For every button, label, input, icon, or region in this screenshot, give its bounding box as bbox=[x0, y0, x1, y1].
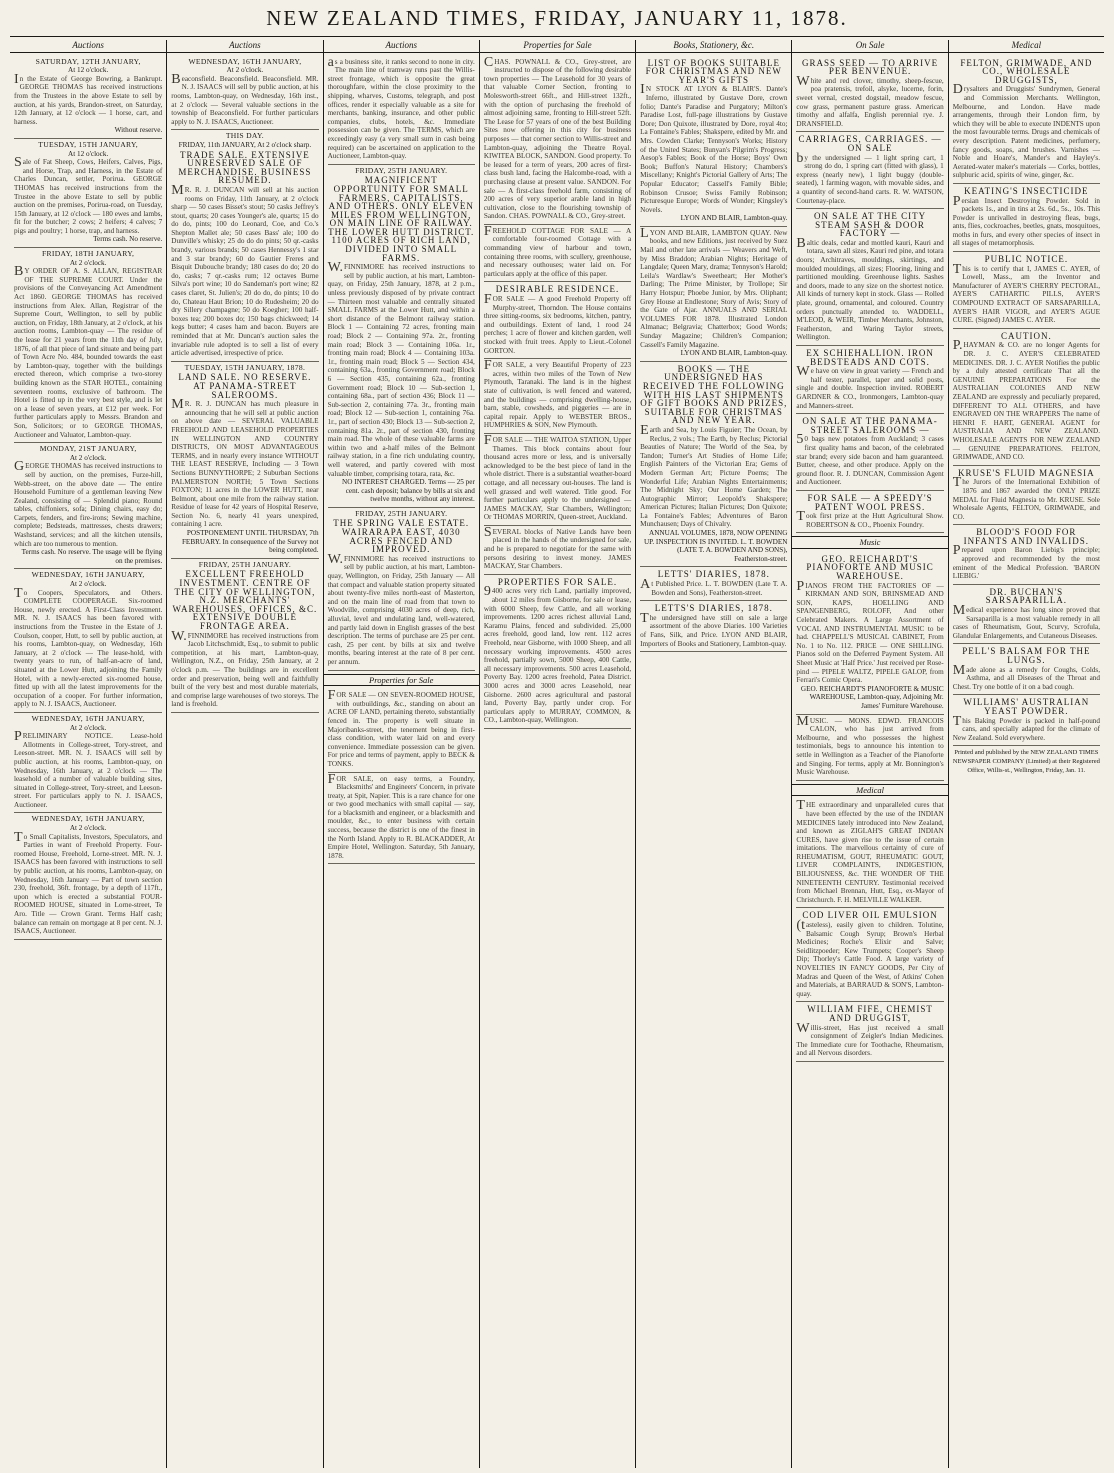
ad-signature: GEO. REICHARDT'S PIANOFORTE & MUSIC WAREHOUSE, Lambton-quay, Adjoining Mr. James' Furniture Warehouse. bbox=[800, 684, 944, 710]
ad-body: Baltic deals, cedar and mottled kauri, Kauri and totara, sawn all sizes, Kauri red pine, and totara doors; Architraves, mouldings, skirtings, and moulded mouldings, all sizes; Flooring, lining and partitioned moulding. Greenhouse lights. Sashes and doors, made to any size on the shortest notice. All kinds of turnery kept in stock. Glass — Rolled plate, ground, ornamental, and coloured. Country orders punctually attended to. WADDELL, M'LEOD, & WEIR, Timber Merchants, Johnston, Featherston, and Waring Taylor streets, Wellington. bbox=[796, 235, 944, 342]
advertisement bbox=[953, 466, 1100, 526]
advertisement bbox=[640, 362, 787, 568]
page-columns bbox=[10, 40, 1104, 1468]
ad-title: COD LIVER OIL EMULSION bbox=[802, 910, 938, 921]
ad-title: LETTS' DIARIES, 1878. bbox=[657, 569, 770, 580]
advertisement bbox=[640, 227, 787, 362]
advertisement bbox=[796, 209, 943, 346]
ad-title: KRUSE'S FLUID MAGNESIA bbox=[958, 467, 1095, 478]
ad-title: KEATING'S INSECTICIDE bbox=[964, 185, 1089, 196]
ad-body: Took first prize at the Hutt Agricultural Show. ROBERTSON & CO., Phoenix Foundry. bbox=[796, 509, 944, 529]
advertisement bbox=[328, 773, 475, 865]
ad-title: BOOKS — THE UNDERSIGNED HAS RECEIVED THE FOLLOWING WITH HIS LAST SHIPMENTS OF GIFT BOOKS AND PRIZES, SUITABLE FOR CHRISTMAS AND NEW YEAR. bbox=[640, 363, 788, 426]
column-2 bbox=[166, 40, 322, 1468]
section-heading: Auctions bbox=[10, 40, 166, 53]
ad-title: ON SALE AT THE CITY STEAM SASH & DOOR FACTORY — bbox=[813, 211, 927, 239]
ad-body: FOR SALE, on easy terms, a Foundry, Blacksmiths' and Engineers' Concern, in private treaty, at Spit, Napier. This is a rare chance for one or two good mechanics with small capital — say, for a blacksmith and engineer, or a blacksmith and moulder, &c., to enter business with certain success, because the district is one of the finest in the North Island. Apply to R. BLACKADDER, At Empire Hotel, Wellington. Saturday, 5th January, 1878. bbox=[327, 771, 475, 860]
ad-signature: Without reserve. bbox=[114, 126, 163, 135]
ad-body: At Published Price. L. T. BOWDEN (Late T. A. Bowden and Sons), Featherston-street. bbox=[640, 577, 788, 597]
ad-body: FOR SALE, a very Beautiful Property of 223 acres, within two miles of the Town of New Plymouth, Taranaki. The land is in the highest state of cultivation, is well fenced and watered, and the buildings — comprising dwelling-house, barn, stable, cowsheds, and piggeries — are in capital repair. Apply to WEBSTER BROS., HUMPHRIES & SON, New Plymouth. bbox=[483, 358, 632, 430]
ad-body: Drysalters and Druggists' Sundrymen, General and Commission Merchants. Wellington, Melbourne, and London. Have made arrangements, through their London firm, by which they will be able to execute INDENTS upon the most favourable terms. Drugs and chemicals of every description. Patent medicines, perfumery, fancy goods, soaps, and brushes. Varnishes — Noble and Hoare's, Mander's and Hayley's. Aerated-water maker's materials — Corks, bottles, sulphuric acid, spirits of wine, ginger, &c. bbox=[952, 82, 1100, 180]
section-heading: Auctions bbox=[324, 40, 479, 53]
advertisement bbox=[14, 248, 162, 443]
ad-title: LIST OF BOOKS SUITABLE FOR CHRISTMAS AND NEW YEAR'S GIFTS bbox=[645, 57, 782, 85]
ad-title: EXCELLENT FREEHOLD INVESTMENT. CENTRE OF THE CITY OF WELLINGTON, N.Z. MERCHANTS' WAREHOUSES, OFFICES, &C. EXTENSIVE DOUBLE FRONTAGE AREA. bbox=[172, 569, 318, 631]
advertisement bbox=[328, 689, 475, 772]
advertisement bbox=[14, 56, 162, 139]
ad-title: CAUTION. bbox=[1000, 330, 1052, 341]
column-1 bbox=[10, 40, 166, 1468]
advertisement bbox=[796, 132, 943, 209]
section-heading: Music bbox=[792, 536, 947, 549]
ad-date-heading: FRIDAY, 25TH JANUARY. bbox=[198, 559, 292, 569]
ad-time: At 2 o'clock. bbox=[69, 824, 107, 833]
advertisement bbox=[953, 585, 1100, 645]
ad-title: FOR SALE — A SPEEDY'S PATENT WOOL PRESS. bbox=[807, 492, 933, 512]
ad-date-heading: WEDNESDAY, 16TH JANUARY, bbox=[31, 713, 145, 723]
ad-body: SEVERAL blocks of Native Lands have been placed in the hands of the undersigned for sale, and he is prepared to negotiate for the same with persons desiring to invest money. JAMES MACKAY, Star Chambers. bbox=[483, 524, 632, 571]
ad-time: At 2 o'clock. bbox=[226, 66, 264, 75]
ad-body: Medical experience has long since proved that Sarsaparilla is a most valuable remedy in all cases of Rheumatism, Gout, Scurvy, Scrofula, Glandular Enlargements, and Cutaneous Diseases. bbox=[952, 603, 1100, 640]
advertisement bbox=[796, 414, 943, 491]
advertisement bbox=[796, 715, 943, 781]
ad-date-heading: SATURDAY, 12TH JANUARY, bbox=[35, 56, 141, 66]
advertisement bbox=[953, 644, 1100, 695]
ad-body: Willis-street, Has just received a small consignment of Zeigler's Indian Medicines. The Immediate cure for Toothache, Rheumatism, and all Nervous disorders. bbox=[796, 1020, 944, 1058]
ad-body: The Jurors of the International Exhibition of 1876 and 1867 awarded the ONLY PRIZE MEDAL for Fluid Magnesia to Mr. KRUSE. Sole Wholesale Agents, FELTON, GRIMWADE, and CO. bbox=[952, 475, 1100, 521]
section-heading: On Sale bbox=[792, 40, 947, 53]
ad-title: MAGNIFICENT OPPORTUNITY FOR SMALL FARMERS, CAPITALISTS, AND OTHERS. ONLY ELEVEN MILES FROM WELLINGTON, ON MAIN LINE OF RAILWAY. THE LOWER HUTT DISTRICT. 1100 ACRES OF RICH LAND, DIVIDED INTO SMALL FARMS. bbox=[328, 175, 475, 263]
ad-title: ON SALE AT THE PANAMA-STREET SALEROOMS — bbox=[802, 416, 938, 435]
advertisement bbox=[14, 139, 162, 248]
advertisement bbox=[796, 552, 943, 715]
ad-body: IN STOCK AT LYON & BLAIR'S. Dante's Inferno, illustrated by Gustave Dore, crown folio; Dante's Paradise and Purgatory; Milton's Paradise Lost, full-page illustrations by Gustave Dore; Don Quixote, illustrated by Dore, royal 4to; La Fontaine's Fables; Shakspere, edited by Mr. and Mrs. Cowden Clarke; Tennyson's Works; History of the United States; Bunyan's Pilgrim's Progress; Aesop's Fables; Book of the Horse; Boys' Own Book; Buffon's Natural History; Chambers's Miscellany; Knight's Pictorial Gallery of Arts; The Popular Educator; Cassell's Family Bible; Robinson Crusoe; Swiss Family Robinson; Picturesque Europe; Words of Wonder; Kingsley's Novels. bbox=[640, 82, 788, 214]
ad-title: FELTON, GRIMWADE, AND CO., WHOLESALE DRUGGISTS, bbox=[960, 57, 1093, 85]
advertisement bbox=[484, 359, 631, 434]
ad-body: Sale of Fat Sheep, Cows, Heifers, Calves, Pigs, and Horse, Trap, and Harness, in the Estate of Charles Duncan, settler, Porirua. GEORGE THOMAS has received instructions from the Trustee in the above Estate to sell by public auction on the premises, Porirua-road, on Tuesday, 15th January, at 12 o'clock — 180 ewes and lambs, fit for the butcher; 2 cows; 2 heifers; 4 calves; 7 pigs and poultry; 1 horse, trap, and harness. bbox=[14, 155, 163, 235]
advertisement bbox=[796, 1002, 943, 1062]
ad-body: This Baking Powder is packed in half-pound cans, and specially adapted for the climate of New Zealand. Sold everywhere. bbox=[952, 713, 1100, 742]
ad-body: This is to certify that I, JAMES C. AYER, of Lowell, Mass., am the Inventor and Manufacturer of AYER'S CHERRY PECTORAL, AYER'S CATHARTIC PILLS, AYER'S COMPOUND EXTRACT OF SARSAPARILLA, AYER'S HAIR VIGOR, and AYER'S AGUE CURE. (Signed) JAMES C. AYER. bbox=[952, 261, 1100, 325]
ad-signature: Terms cash. No reserve. bbox=[93, 235, 163, 244]
column-7 bbox=[948, 40, 1104, 1468]
ad-date-heading: WEDNESDAY, 16TH JANUARY, bbox=[31, 570, 145, 580]
ad-body: Made alone as a remedy for Coughs, Colds, Asthma, and all Diseases of the Throat and Chest. Try one bottle of it on a bad cough. bbox=[952, 662, 1100, 691]
ad-time: At 12 o'clock. bbox=[68, 149, 109, 158]
ad-body: MR. R. J. DUNCAN will sell at his auction rooms on Friday, 11th January, at 2 o'clock sharp — 50 cases Bisset's stout; 50 casks Jeffrey's stout, quarts; 20 cases Younger's ale, quarts; 15 do do do, pints; 100 do Leonard, Coe, and Co.'s Shepton Mallet ale; 50 cases Bass' ale; 100 do Dunville's whisky; 25 do do do pints; 50 qr.-casks brandy, various brands; 50 cases Hennessy's 1 star and 3 star brandy; 60 do Gautier Freres and Bisquit Dubouche brandy; 180 cases do do; 20 do do, casks; 7 qr.-casks rum; 12 octaves Burne Silva's port wine; 10 do Sandeman's port wine; 82 cases claret, St. Julien's; 20 do do, do pints; 10 do do, Chateau Haut Brion; 10 do Rudesheim; 20 do dry Sillery champagne; 50 do Koegher; 100 half-boxes tea; 200 boxes do; 150 bags chickweed; 14 kegs butter; 4 cases ham and bacon. Buyers are reminded that at Mr. Duncan's auction sales the invariable rule adopted is to sell a list of every article advertised, irrespective of price. bbox=[171, 182, 319, 358]
ad-body: FOR SALE — ON SEVEN-ROOMED HOUSE, with outbuildings, &c., standing on about an ACRE OF LAND, pertaining thereto, substantially fenced in. The property is well situate in Majoribanks-street, the tenement being in first-class condition, with water laid on and every convenience. Immediate possession can be given. For price and terms of payment, apply to BECK & TONKS. bbox=[327, 688, 475, 768]
ad-body: W.FINNIMORE has received instructions to sell by public auction, at his mart, Lambton-quay, on Friday, 25th January, 1878, at 2 p.m., unless previously disposed of by private contract — Thirteen most valuable and centrally situated SMALL FARMS at the Lower Hutt, and within a short distance of the Belmont railway station. Block 1 — Containing 72 acres, fronting main road; Block 2 — Containing 97a. 2r., fronting main road; Block 3 — Containing 106a. 1r., fronting main road; Block 4 — Containing 103a. 1r., fronting main road; Block 5 — Section 434, containing 63a., fronting Government road; Block 6 — Section 435, containing 62a., fronting Government road; Block 10 — Sub-section 1, containing 68a., part of section 436; Block 11 — Sub-section 2, containing 77a. 3r., fronting main road; Block 12 — Sub-section 1, containing 76a. 1r., part of section 430; Block 13 — Sub-section 2, containing 81a. 2r., part of section 430, fronting main road. The whole of these valuable farms are within two and a-half miles of the Belmont railway station, in a fine rich undulating country, well watered, and partly covered with most valuable timber, comprising totara, rata, &c. bbox=[327, 260, 475, 478]
advertisement bbox=[484, 56, 631, 225]
ad-body: W.FINNIMORE has received instructions from Jacob Litchschmidt, Esq., to submit to public competition, at his mart, Lambton-quay, Wellington, N.Z., on Friday, 25th January, at 2 o'clock p.m. — The buildings are in excellent order and preservation, being well and faithfully built of the very best and most durable materials, and comprise large warehouses of two storeys. The land is freehold. bbox=[171, 628, 319, 709]
advertisement bbox=[796, 56, 943, 133]
section-heading: Auctions bbox=[167, 40, 322, 53]
ad-body: FOR SALE — A good Freehold Property off Murphy-street, Thorndon. The House contains three sitting-rooms, six bedrooms, kitchen, pantry, and outbuildings. Extent of land, 1 rood 24 perches; 1 acre of flower and kitchen garden, well stocked with fruit trees. Apply to Lieut.-Colonel GORTON. bbox=[483, 292, 632, 355]
advertisement bbox=[14, 713, 162, 814]
ad-signature: Terms cash. No reserve. The usage will be flying on the premises. bbox=[21, 548, 163, 565]
ad-body: MR. R. J. DUNCAN has much pleasure in announcing that he will sell at public auction on above date — SEVERAL VALUABLE FREEHOLD AND LEASEHOLD PROPERTIES IN WELLINGTON AND COUNTRY DISTRICTS, ON MOST ADVANTAGEOUS TERMS, and in nearly every instance WITHOUT THE LEAST RESERVE, Including — 3 Town Sections BUNNYTHORPE; 2 Suburban Sections PALMERSTON NORTH; 5 Town Sections FOXTON; 11 acres in the LOWER HUTT, near Belmont, about one mile from the railway station. Residue of lease for 42 years of Hospital Reserve, Section No. 6, nearly 41 years unexpired, containing 1 acre. bbox=[171, 397, 319, 529]
advertisement bbox=[484, 575, 631, 729]
ad-body: FOR SALE — THE WAITOA STATION, Upper Thames. This block contains about four thousand acres more or less, and is universally acknowledged to be the best piece of land in the whole district. There is a substantial weather-board cottage, and all necessary out-houses. The land is well grassed and well watered. Title good. For further particulars apply to the undersigned — JAMES MACKAY, Star Chambers, Wellington; Or THOMAS MORRIN, Queen-street, Auckland. bbox=[483, 432, 632, 522]
ad-time: At 2 o'clock. bbox=[69, 580, 107, 589]
ad-body: FREEHOLD COTTAGE FOR SALE — A comfortable four-roomed Cottage with a commanding view of harbour and town, containing three rooms, with scullery, greenhouse, and necessary outhouses; water laid on. For particulars apply at the office of this paper. bbox=[483, 223, 632, 278]
ad-title: WILLIAMS' AUSTRALIAN YEAST POWDER. bbox=[963, 697, 1090, 716]
ad-body: PRELIMINARY NOTICE. Lease-hold Allotments in College-street, Tory-street, and Leeson-street. MR. N. J. ISAACS will sell by public auction, at his rooms, Lambton-quay, on Wednesday, 16th January, at 2 o'clock — The leasehold of a number of valuable building sites, situated in College-street, Tory-street, and Leeson-street. For particulars apply to N. J. ISAACS, Auctioneer. bbox=[14, 729, 163, 809]
advertisement bbox=[484, 526, 631, 575]
ad-date-heading: MONDAY, 21ST JANUARY, bbox=[39, 444, 137, 454]
ad-signature: NO INTEREST CHARGED. Terms — 25 per cent. cash deposit; balance by bills at six and twelve months, without any interest. bbox=[342, 478, 475, 504]
ad-title: TRADE SALE. EXTENSIVE UNRESERVED SALE OF MERCHANDISE. BUSINESS RESUMED. bbox=[178, 149, 312, 186]
section-heading: Properties for Sale bbox=[480, 40, 635, 53]
ad-signature: LYON AND BLAIR, Lambton-quay. bbox=[680, 349, 788, 358]
ad-title: PUBLIC NOTICE. bbox=[984, 254, 1069, 265]
advertisement bbox=[796, 799, 943, 908]
section-heading: Books, Stationery, &c. bbox=[636, 40, 791, 53]
ad-body: White and red clover, timothy, sheep-fescue, poa pratensis, trefoil, alsyke, lucerne, forin, sweet vernal, crested dogstail, meadow fescue, cow grass, permanent pasture grass. American timothy and alfalfa, English perennial rye. J. DRANSFIELD. bbox=[796, 73, 944, 128]
ad-signature: ANNUAL VOLUMES, 1878, NOW OPENING UP. INSPECTION IS INVITED. L. T. BOWDEN (LATE T. A. BOWDEN AND SONS), Featherston-street. bbox=[643, 529, 788, 563]
column-5 bbox=[635, 40, 791, 1468]
column-6 bbox=[791, 40, 947, 1468]
advertisement bbox=[171, 130, 318, 361]
ad-body: GEORGE THOMAS has received instructions to sell by auction, on the premises, Furze-hill, Webb-street, on the above date — The entire Household Furniture of a gentleman leaving New Zealand, consisting of — Splendid piano; Round tables, chiffoniers, sofa; Dining chairs, easy do; Carpets, fenders, and fire-irons; Sewing machine, complete; Bedsteads, mattresses, chests drawers; Washstand, services; and all the kitchen utensils, which are too numerous to mention. bbox=[14, 459, 163, 548]
ad-title: PROPERTIES FOR SALE. bbox=[497, 576, 618, 587]
advertisement bbox=[796, 908, 943, 1002]
ad-title: CARRIAGES, CARRIAGES. — ON SALE bbox=[798, 134, 942, 153]
ad-date-heading: FRIDAY, 18TH JANUARY, bbox=[42, 249, 135, 259]
ad-body: THE extraordinary and unparalleled cures that have been effected by the use of the INDIAN MEDICINES lately introduced into New Zealand, and known as ZIGLAH'S GREAT INDIAN CURES, have given rise to the issue of certain imitations. The marvellous certainty of cure of RHEUMATISM, GOUT, RHEUMATIC GOUT, LIVER COMPLAINTS, INDIGESTION, BILIOUSNESS, &c. THE WONDER OF THE NINETEENTH CENTURY. Testimonial received from Michael Brennan, Hutt, Esq., ex-Mayor of Christchurch. F. H. MELVILLE WALKER. bbox=[796, 798, 944, 904]
ad-title: BLOOD'S FOOD FOR INFANTS AND INVALIDS. bbox=[963, 527, 1090, 546]
column-3 bbox=[323, 40, 479, 1468]
ad-body: Persian Insect Destroying Powder. Sold in packets 1s., and in tins at 2s. 6d., 5s., 10s. This Powder is unrivalled in destroying fleas, bugs, ants, flies, cockroaches, beetles, gnats, mosquitoes, moths in furs, and every other species of insect in all stages of metamorphosis. bbox=[952, 193, 1100, 248]
ad-body: by the undersigned — 1 light spring cart, 1 strong do do, 1 spring cart (fitted with glass), 1 express (nearly new), 1 light buggy (double-seated), 1 farming wagon, with movable sides, and a quantity of second-hand carts. R. W. WATSON, Courtenay-place. bbox=[796, 150, 944, 205]
advertisement bbox=[484, 225, 631, 283]
advertisement bbox=[171, 559, 318, 713]
ad-body: 9400 acres very rich Land, partially improved, about 12 miles from Gisborne, for sale or lease, with 6000 Sheep, few Cattle, and all working improvements. 1200 acres richest alluvial Land, Karamu Plains, fenced and subdivided. 25,000 acres freehold, good land, low rent. 112 acres Freehold, near Gisborne, with 1000 Sheep, and all necessary working improvements. 4500 acres freehold, partially sown, 5000 Sheep, 400 Cattle, all necessary improvements. 500 acres Leasehold, Poverty Bay. 1200 acres freehold, Patea District. 3000 acres and 3000 acres Leasehold, near Gisborne. 2600 acres agricultural and pastoral land, Poverty Bay, partly under crop. For particulars apply to MURRAY, COMMON, & CO., Lambton-quay, Wellington. bbox=[483, 584, 632, 725]
ad-time: At 2 o'clock. bbox=[69, 723, 107, 732]
ad-body: 50 bags new potatoes from Auckland; 3 cases first quality hams and bacon, of the celebrated star brand; every side bacon and ham guaranteed. Butter, cheese, and other produce. Apply on the ground floor. R. J. DUNCAN, Commission Agent and Auctioneer. bbox=[796, 432, 944, 487]
ad-body: MUSIC. — MONS. EDWD. FRANCOIS CALON, who has just arrived from Melbourne, and who possesses the highest testimonials, begs to announce his intention to settle in Wellington as a Teacher of the Pianoforte and Singing. For terms, apply at Mr. Bonnington's Music Warehouse. bbox=[796, 713, 944, 777]
ad-signature: POSTPONEMENT UNTIL THURSDAY, 7th FEBRUARY. In consequence of the Survey not being completed. bbox=[181, 529, 319, 555]
advertisement bbox=[796, 346, 943, 414]
advertisement bbox=[14, 443, 162, 569]
ad-time: At 2 o'clock. bbox=[69, 453, 107, 462]
masthead-rule bbox=[10, 36, 1104, 37]
advertisement bbox=[953, 56, 1100, 184]
ad-body: W.FINNIMORE has received instructions to sell by public auction, at his mart, Lambton-quay, Wellington, on Friday, 25th January — All that compact and valuable station property situated about twenty-five miles north-east of Masterton, and on the main line of road from that town to Woodville, comprising 4030 acres of deep, rich, alluvial, level and undulating land, well-watered, and partly laid down in English grasses of the best description. The terms of purchase are 25 per cent. cash, 25 per cent. by bills at six and twelve months, bearing interest at the rate of 8 per cent. per annum. bbox=[327, 551, 475, 666]
printer-imprint: Printed and published by the NEW ZEALAND TIMES NEWSPAPER COMPANY (Limited) at their Registered Office, Willis-st., Wellington, Friday, Jan. 11. bbox=[952, 749, 1100, 774]
advertisement bbox=[484, 282, 631, 359]
ad-title: LAND SALE. NO RESERVE. AT PANAMA-STREET SALEROOMS. bbox=[178, 372, 312, 400]
ad-title: GEO. REICHARDT'S PIANOFORTE AND MUSIC WAREHOUSE. bbox=[806, 553, 934, 582]
ad-body: To Small Capitalists, Investors, Speculators, and Parties in want of Freehold Property. Four-roomed House, Freehold, Lorne-street. MR. N. J. ISAACS has been favored with instructions to sell by public auction, at his rooms, Lambton-quay, on Wednesday, 16th January — Part of town section 230, freehold, 36ft. frontage, by a depth of 117ft., upon which is erected a substantial FOUR-ROOMED HOUSE, situated in Lorne-street, Te Aro. Title — Crown Grant. Terms Half cash; balance can remain on mortgage at 8 per cent. N. J. ISAACS, Auctioneer. bbox=[14, 829, 163, 936]
section-heading: Medical bbox=[792, 784, 947, 797]
ad-body: PIANOS FROM THE FACTORIES OF — KIRKMAN AND SON, BRINSMEAD AND SON, KAPS, HOELLING AND SPANGENBERG, ROLOFF, And other Celebrated Makers. A Large Assortment of VOCAL AND INSTRUMENTAL MUSIC to be had. CHAPPELL'S MUSICAL CABINET, From No. 1 to No. 112. PRICE — ONE SHILLING. Pianos sold on the Deferred Payment System. All Sheet Music at 'Half Price.' Just received per Rose-pind — PIPELE WALTZ, PIPELE GALOP, from Ferrari's Comic Opera. bbox=[796, 578, 944, 685]
ad-body: In the Estate of George Bowring, a Bankrupt. GEORGE THOMAS has received instructions from the Trustees in the above Estate to sell by auction, at his yards, Brandon-street, on Saturday, 12th January, at 12 o'clock — 1 horse, cart, and harness. bbox=[14, 71, 163, 126]
ad-signature: LYON AND BLAIR, Lambton-quay. bbox=[680, 214, 788, 223]
advertisement bbox=[484, 434, 631, 526]
ad-title: WILLIAM FIFE, CHEMIST AND DRUGGIST, bbox=[807, 1004, 933, 1023]
ad-title: PELL'S BALSAM FOR THE LUNGS. bbox=[962, 646, 1091, 665]
ad-body: as a business site, it ranks second to none in city. The main line of tramway runs past the Willis-street frontage, which is opposite the great thoroughfare, within the close proximity to the shipping, wharves, Customs, telegraph, and post offices, render it especially valuable as a site for merchants, banking, insurance, and other public companies, clubs, hotels, &c. Immediate possession can be given. The TERMS, which are exceedingly easy (a very small sum in cash being required) can be ascertained on application to the Auctioneer, Lambton-quay. bbox=[327, 54, 475, 161]
advertisement bbox=[953, 525, 1100, 585]
ad-time: At 2 o'clock. bbox=[69, 258, 107, 267]
ad-title: GRASS SEED — TO ARRIVE PER BENVENUE. bbox=[801, 57, 939, 77]
advertisement bbox=[640, 601, 787, 652]
advertisement bbox=[171, 362, 318, 559]
ad-body: The undersigned have still on sale a large assortment of the above Diaries. 100 Varieties of Fans, Silk, and Price. LYON AND BLAIR, Importers of Books and Stationery, Lambton-quay. bbox=[640, 610, 788, 648]
ad-time: At 12 o'clock. bbox=[68, 66, 109, 75]
advertisement bbox=[328, 508, 475, 671]
column-4 bbox=[479, 40, 635, 1468]
ad-body: To Coopers, Speculators, and Others. COMPLETE COOPERAGE. Six-roomed House, newly erected. A First-Class Investment. MR. N. J. ISAACS has been favored with instructions from the Trustee in the Estate of J. Coulson, cooper, Hutt, to sell by public auction, at his rooms, Lambton-quay, on Wednesday, 16th January, at 2 o'clock — The lease-hold, with twenty years to run, of half-an-acre of land, situated at the Lower Hutt, adjoining the Family Hotel, with a newly-erected six-roomed house, fitted up with all the latest improvements for the occupation of a cooper. For further information, apply to N. J. ISAACS, Auctioneer. bbox=[14, 585, 163, 709]
advertisement bbox=[953, 252, 1100, 329]
ad-date-heading: TUESDAY, 15TH JANUARY, 1878. bbox=[184, 362, 306, 372]
section-heading: Properties for Sale bbox=[324, 674, 479, 687]
ad-title: LETTS'S DIARIES, 1878. bbox=[654, 603, 773, 614]
ad-date-heading: WEDNESDAY, 16TH JANUARY, bbox=[188, 56, 302, 66]
ad-body: (tasteless), easily given to children. Tolutine, Balsamic Cough Syrup; Brown's Herbal Medicines; Roche's Elixir and Salve; Seidlitzpoeder; Kew Trumpets; Cooper's Sheep Dip; Thorley's Cattle Food. A large variety of NOVELTIES IN FANCY GOODS, Per City of Madras and Queen of the West, of Atkins' Cohen and Materials, at BARRAUD & SON'S, Lambton-quay. bbox=[796, 918, 944, 998]
ad-body: BY ORDER OF A. S. ALLAN, REGISTRAR OF THE SUPREME COURT. Under the provisions of the Conveyancing Act Amendment Act 1860. GEORGE THOMAS has received instructions from Alex. Allan, Registrar of the Supreme Court, Wellington, to sell by public auction, on Friday, 18th January, at 2 o'clock, at his auction rooms, Lambton-quay — The residue of the lease for 21 years from the 11th day of July, 1876, of all that piece of land situate and being part of Town Acre No. 484, bounded towards the east by Lambton-quay, together with the buildings erected thereon, which comprise a two-storey building known as the STAR HOTEL, containing seventeen rooms, exclusive of bathroom. The Hotel is fitted up in the very best style, and is let on a lease of seven years, at £12 per week. For further particulars apply to Messrs. Brandon and Son, Solicitors; or to GEORGE THOMAS, Auctioneer and Valuator, Lambton-quay. bbox=[14, 264, 163, 439]
advertisement bbox=[14, 813, 162, 939]
ad-time: FRIDAY, 11th JANUARY, At 2 o'clock sharp. bbox=[178, 140, 312, 149]
advertisement bbox=[953, 695, 1100, 746]
ad-date-heading: TUESDAY, 15TH JANUARY, bbox=[38, 139, 138, 149]
ad-date-heading: THIS DAY. bbox=[225, 131, 264, 141]
ad-body: Prepared upon Baron Liebig's principle; approved and recommended by the most eminent of the Medical Profession. 'BARON LIEBIG.' bbox=[952, 543, 1100, 581]
advertisement bbox=[640, 56, 787, 227]
ad-date-heading: FRIDAY, 25TH JANUARY. bbox=[355, 165, 448, 175]
ad-body: LYON AND BLAIR, LAMBTON QUAY. New books, and new Editions, just received by Suez Mail and other late arrivals — Weavers and Weft, by Miss Braddon; Arabian Nights; Heritage of Langdale; Queen Mary, drama; Tennyson's Harold; Leila's Wardlaw's Sweetheart; Her Mother's Darling; The Prime Minister, by Trollope; Sir Harry Hotspur; Phoebe Junior, by Mrs. Oliphant; Grey House at Endlestone; Story of Avis; Story of the Gate of Ajar. ANNUALS AND SERIAL VOLUMES FOR 1878. Illustrated London Almanac; Belgravia; Chatterbox; Good Words; Sunday Magazine; Children's Companion; Cassell's Family Magazine. bbox=[640, 225, 788, 349]
advertisement bbox=[171, 56, 318, 131]
ad-date-heading: FRIDAY, 25TH JANUARY. bbox=[355, 508, 448, 518]
section-heading: Medical bbox=[949, 40, 1104, 53]
ad-body: Beaconsfield. Beaconsfield. Beaconsfield. MR. N. J. ISAACS will sell by public auction, at his rooms, Lambton-quay, on Wednesday, 16th inst., at 2 o'clock — Several valuable sections in the township of Beaconsfield. For further particulars apply to N. J. ISAACS, Auctioneer. bbox=[171, 71, 319, 126]
advertisement bbox=[953, 329, 1100, 466]
advertisement bbox=[640, 567, 787, 601]
masthead: NEW ZEALAND TIMES, FRIDAY, JANUARY 11, 1878. bbox=[266, 6, 848, 30]
ad-body: We have on view in great variety — French and half tester, parallel, taper and solid posts, single and double. Inspection invited. ROBERT GARDNER & CO., Ironmongers, Lambton-quay and Manners-street. bbox=[796, 364, 944, 410]
advertisement bbox=[953, 184, 1100, 252]
advertisement bbox=[328, 56, 475, 165]
ad-title: DESIRABLE RESIDENCE. bbox=[495, 284, 620, 295]
ad-body: CHAS. POWNALL & CO., Grey-street, are instructed to dispose of the following desirable town properties — The Leasehold for 30 years of that valuable Corner Section, fronting to Molesworth-street 66ft., and Hill-street 132ft., with the option of purchasing the freehold of almost adjoining same, fronting to Hill-street 52ft. The Lease for 57 years of one of the best Building Sites now offering in this city for business purposes — that corner section to Willis-street and Lambton-quay, adjoining the Theatre Royal. KIWITEA BLOCK, SANDON. Good property. To be leased for a term of years, 200 acres of first-class bush land, facing the Halcombe-road, with a purchasing clause at present value. SANDON. For sale — A first-class freehold farm, consisting of 200 acres of very superior arable land in high cultivation, close to the flourishing township of Sandon. CHAS. POWNALL & CO., Grey-street. bbox=[483, 54, 632, 221]
ad-date-heading: WEDNESDAY, 16TH JANUARY, bbox=[31, 814, 145, 824]
ad-title: DR. BUCHAN'S SARSAPARILLA. bbox=[985, 586, 1068, 606]
ad-title: EX SCHIEHALLION. IRON BEDSTEADS AND COTS. bbox=[806, 348, 934, 367]
ad-title: THE SPRING VALE ESTATE. WAIRARAPA EAST, 4030 ACRES FENCED AND IMPROVED. bbox=[333, 518, 470, 555]
advertisement bbox=[796, 491, 943, 533]
ad-body: Earth and Sea, by Louis Figuier; The Ocean, by Reclus, 2 vols.; The Earth, by Reclus; Pictorial Beauties of Nature; The World of the Sea, by Tandon; Turner's Art Studies of Home Life; English Painters of the Victorian Era; Gems of Modern German Art; Picture Poems; The Wonderful Life; Arabian Nights Entertainments; The Midnight Sky; Our Home Garden; The Autographic Mirror; Leopold's Shakspere; American Pictures; Italian Pictures; Don Quixote; La Fontaine's Fables; Adventures of Baron Munchausen; Days of Chivalry. bbox=[640, 422, 788, 529]
ad-body: P.HAYMAN & CO. are no longer Agents for DR. J. C. AYER'S CELEBRATED MEDICINES. DR. J. C. AYER Notifies the public by a duly attested certificate That all the GENUINE PREPARATIONS For the AUSTRALIAN COLONIES AND NEW ZEALAND are expressly and peculiarly prepared, DIFFERENT TO ALL OTHERS, and have ENGRAVED ON THE WRAPPERS The name of HENRI F. HART, GENERAL AGENT for AUSTRALIA AND NEW ZEALAND. WHOLESALE AGENTS FOR NEW ZEALAND — GENUINE PREPARATIONS. FELTON, GRIMWADE, AND CO. bbox=[952, 338, 1100, 462]
advertisement bbox=[328, 165, 475, 508]
advertisement bbox=[14, 569, 162, 713]
